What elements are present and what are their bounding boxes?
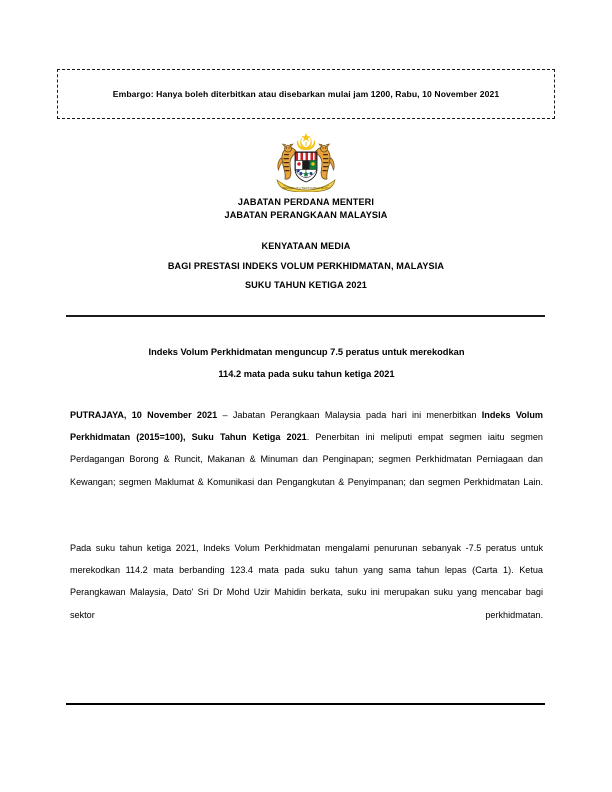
header-spacer: [0, 221, 612, 237]
header-divider-rule: [66, 315, 545, 317]
headline-line-1: Indeks Volum Perkhidmatan menguncup 7.5 peratus untuk merekodkan: [148, 347, 465, 357]
headline-line-2: 114.2 mata pada suku tahun ketiga 2021: [218, 369, 395, 379]
paragraph-intro: [70, 404, 543, 515]
page-headline: [70, 341, 543, 385]
embargo-notice-box: [57, 69, 555, 119]
embargo-notice-text: Embargo: Hanya boleh diterbitkan atau disebarkan mulai jam 1200, Rabu, 10 November 2021: [112, 89, 500, 99]
header-line-press-release: KENYATAAN MEDIA: [261, 241, 351, 252]
emblem-container: [0, 130, 612, 192]
dateline-lead: PUTRAJAYA, 10 November 2021: [70, 410, 218, 420]
malaysia-coat-of-arms-icon: [266, 130, 346, 192]
header-titles: [0, 196, 612, 296]
publication-title: Indeks Volum Perkhidmatan (2015=100), Suku Tahun Ketiga 2021: [70, 410, 544, 443]
header-line-quarter: SUKU TAHUN KETIGA 2021: [244, 280, 368, 291]
body-content: [70, 404, 543, 648]
paragraph-intro-tail: . Penerbitan ini meliputi empat segmen iaitu segmen Perdagangan Borong & Runcit, Makanan & Minuman dan Penginapan; segmen Perkhidmatan Perniagaan dan Kewangan; segmen Maklumat & Komunikasi dan Pengangkutan & Penyimpanan; dan segmen Perkhidmatan Lain.: [70, 432, 543, 487]
paragraph-performance: [70, 537, 543, 648]
svg-text:BERSEKUTU BERTAMBAH MUTU: BERSEKUTU BERTAMBAH MUTU: [282, 186, 330, 190]
header-line-ministry: JABATAN PERDANA MENTERI: [237, 197, 375, 207]
paragraph-performance-text: Pada suku tahun ketiga 2021, Indeks Volum Perkhidmatan mengalami penurunan sebanyak -7.5 peratus untuk merekodkan 114.2 mata berbanding 123.4 mata pada suku tahun yang sama tahun lepas (Carta 1). Ketua Perangkawan Malaysia, Dato' Sri Dr Mohd Uzir Mahidin berkata, suku ini merupakan suku yang mencabar bagi sektor perkhidmatan.: [70, 543, 543, 620]
footer-divider-rule: [66, 703, 545, 705]
header-line-subject: BAGI PRESTASI INDEKS VOLUM PERKHIDMATAN, MALAYSIA: [167, 260, 445, 271]
header-line-department: JABATAN PERANGKAAN MALAYSIA: [224, 209, 388, 220]
paragraph-intro-after-lead: – Jabatan Perangkaan Malaysia pada hari ini menerbitkan: [217, 410, 482, 420]
